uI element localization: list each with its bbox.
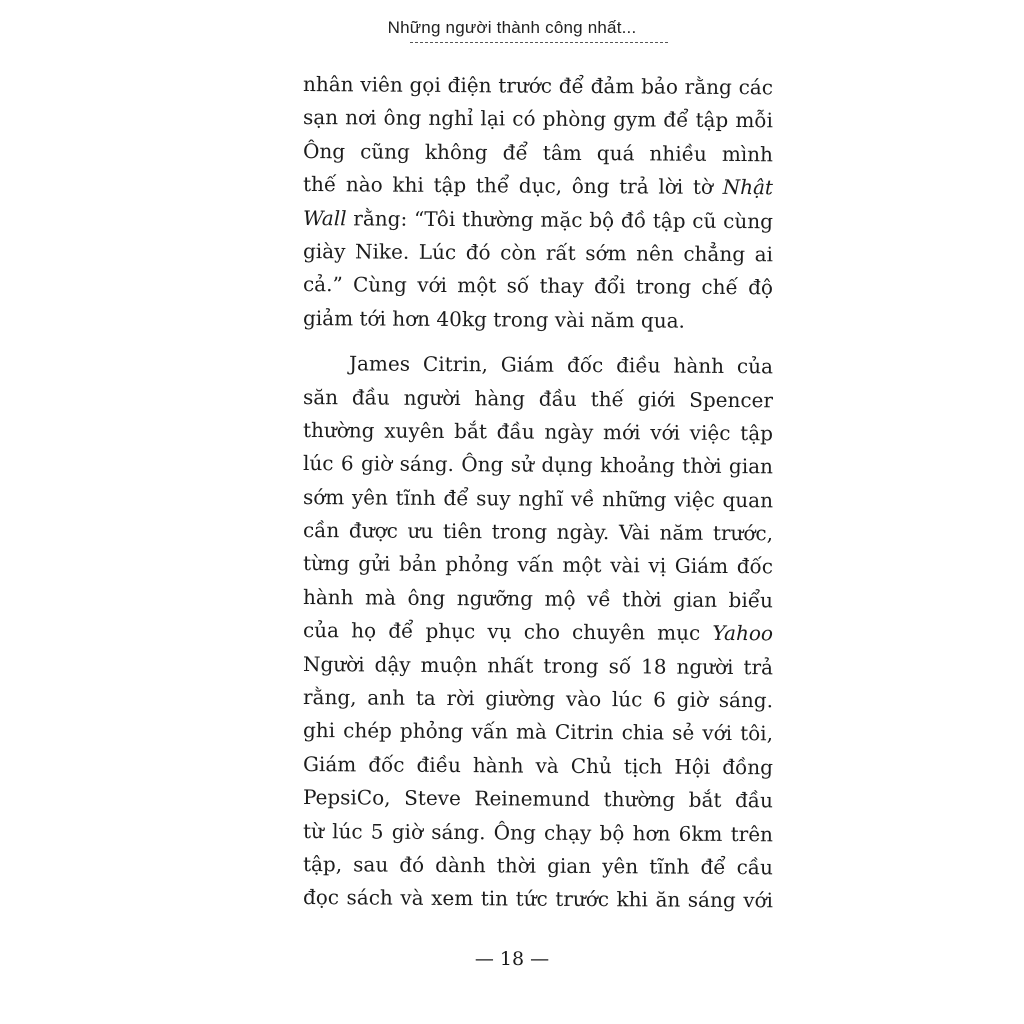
text-line: săn đầu người hàng đầu thế giới Spencer [302, 384, 774, 412]
text-line: cần được ưu tiên trong ngày. Vài năm trước, [302, 518, 774, 546]
body-text [303, 68, 773, 915]
text-line: Ông cũng không để tâm quá nhiều mình [302, 138, 774, 167]
text-line: của họ để phục vụ cho chuyên mục Yahoo [303, 614, 773, 651]
running-header [0, 18, 1024, 38]
text-line: giày Nike. Lúc đó còn rất sớm nên chẳng ai [302, 238, 774, 267]
text-line: rằng, anh ta rời giường vào lúc 6 giờ sáng. [302, 685, 774, 713]
text-line: Người dậy muộn nhất trong số 18 người trả [302, 651, 774, 679]
text-line: cả.” Cùng với một số thay đổi trong chế độ [302, 272, 774, 300]
page-number: — 18 — [474, 948, 550, 970]
text-line: thế nào khi tập thể dục, ông trả lời tờ Nhật [303, 168, 773, 205]
text-line: từ lúc 5 giờ sáng. Ông chạy bộ hơn 6km trên [302, 818, 774, 846]
text-line: ghi chép phỏng vấn mà Citrin chia sẻ với tôi, [302, 718, 774, 746]
text-line: đọc sách và xem tin tức trước khi ăn sáng với [302, 885, 774, 913]
text-line: nhân viên gọi điện trước để đảm bảo rằng các [302, 72, 774, 100]
text-line: sớm yên tĩnh để suy nghĩ về những việc quan [302, 484, 774, 512]
text-line: lúc 6 giờ sáng. Ông sử dụng khoảng thời gian [302, 451, 774, 479]
text-line: giảm tới hơn 40kg trong vài năm qua. [302, 305, 686, 333]
italic-publication-name: Nhật [722, 175, 774, 200]
text-line: sạn nơi ông nghỉ lại có phòng gym để tập mỗi [302, 105, 774, 133]
text-line: hành mà ông ngưỡng mộ về thời gian biểu [302, 584, 774, 613]
running-title: Những người thành công nhất... [387, 18, 637, 37]
text-line: thường xuyên bắt đầu ngày mới với việc tập [302, 417, 774, 446]
italic-publication-name-cont: Wall [302, 205, 347, 230]
text-line: James Citrin, Giám đốc điều hành của [348, 351, 774, 379]
text-line: PepsiCo, Steve Reinemund thường bắt đầu [302, 785, 774, 813]
header-dashed-rule [410, 42, 668, 43]
text-line: từng gửi bản phỏng vấn một vài vị Giám đốc [302, 551, 774, 579]
italic-column-name: Yahoo [712, 621, 774, 646]
text-line: tập, sau đó dành thời gian yên tĩnh để cầu [302, 852, 774, 880]
text-line: Giám đốc điều hành và Chủ tịch Hội đồng [302, 751, 774, 780]
text-line: Wall rằng: “Tôi thường mặc bộ đồ tập cũ cùng [302, 205, 774, 233]
